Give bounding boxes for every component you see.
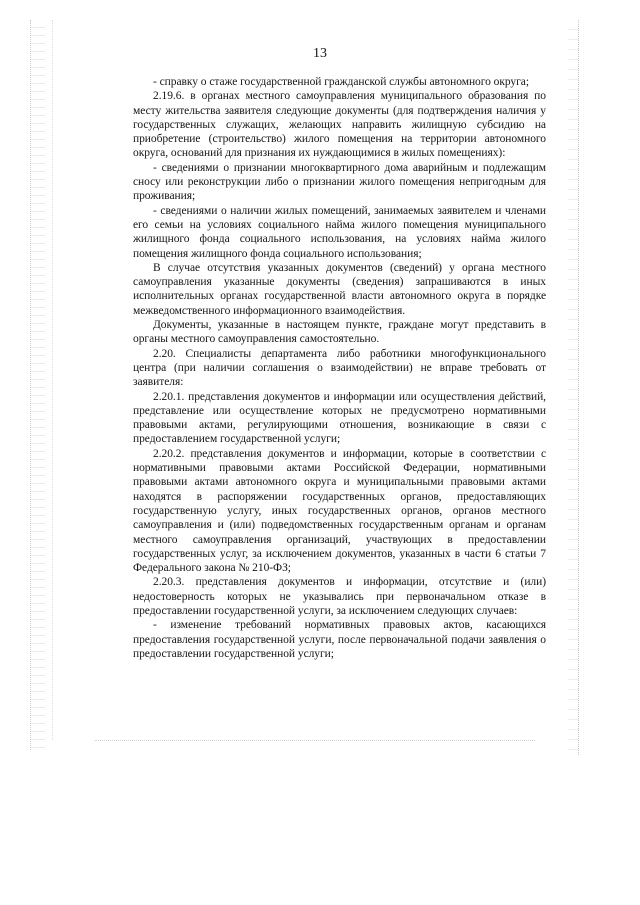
paragraph: - изменение требований нормативных правовых актов, касающихся предоставления государственной услуги, после первоначальной подачи заявления о предоставлении государственной услуги; xyxy=(133,619,546,660)
paragraph: 2.20.2. представления документов и информации, которые в соответствии с нормативными правовыми актами Российской Федерации, нормативными правовыми актами автономного округа и муниципальными правовыми актами находятся в распоряжении государственных органов, предоставляющих государственную услугу, иных государственных органов, органов местного самоуправления и (или) подведомственных государственным органам и органам местного самоуправления организаций, участвующих в предоставлении государственных услуг, за исключением документов, указанных в части 6 статьи 7 Федерального закона № 210-ФЗ; xyxy=(133,447,546,575)
scan-edge-right xyxy=(568,20,579,755)
paragraph: Документы, указанные в настоящем пункте, граждане могут представить в органы местного самоуправления самостоятельно. xyxy=(133,319,546,346)
scan-edge-bottom xyxy=(95,740,535,747)
document-body xyxy=(133,75,546,661)
paragraph: - сведениями о наличии жилых помещений, занимаемых заявителем и членами его семьи на условиях социального найма жилого помещения муниципального жилищного фонда социального использования, на условиях найма жилого помещения жилищного фонда социального использования; xyxy=(133,204,546,260)
page-number: 13 xyxy=(313,46,327,61)
paragraph: 2.20. Специалисты департамента либо работники многофункционального центра (при наличии соглашения о взаимодействии) не вправе требовать от заявителя: xyxy=(133,347,546,389)
scan-edge-left-inner xyxy=(52,20,53,740)
scan-edge-left xyxy=(30,20,45,750)
paragraph: 2.19.6. в органах местного самоуправления муниципального образования по месту жительства заявителя следующие документы (для подтверждения наличия у государственных служащих, желающих направить жилищную субсидию на приобретение (строительство) жилого помещения на территории автономного округа, оснований для признания их нуждающимися в жилых помещениях): xyxy=(133,90,546,160)
paragraph: 2.20.1. представления документов и информации или осуществления действий, представление или осуществление которых не предусмотрено нормативными правовыми актами, регулирующими отношения, возникающие в связи с предоставлением государственной услуги; xyxy=(133,390,546,446)
paragraph: В случае отсутствия указанных документов (сведений) у органа местного самоуправления указанные документы (сведения) запрашиваются в иных исполнительных органах государственной власти автономного округа в порядке межведомственного информационного взаимодействия. xyxy=(133,261,546,317)
paragraph: 2.20.3. представления документов и информации, отсутствие и (или) недостоверность которых не указывались при первоначальном отказе в предоставлении государственной услуги, за исключением следующих случаев: xyxy=(133,576,546,617)
paragraph: - сведениями о признании многоквартирного дома аварийным и подлежащим сносу или реконструкции либо о признании жилого помещения непригодным для проживания; xyxy=(133,161,546,203)
paragraph: - справку о стаже государственной гражданской службы автономного округа; xyxy=(153,76,530,88)
